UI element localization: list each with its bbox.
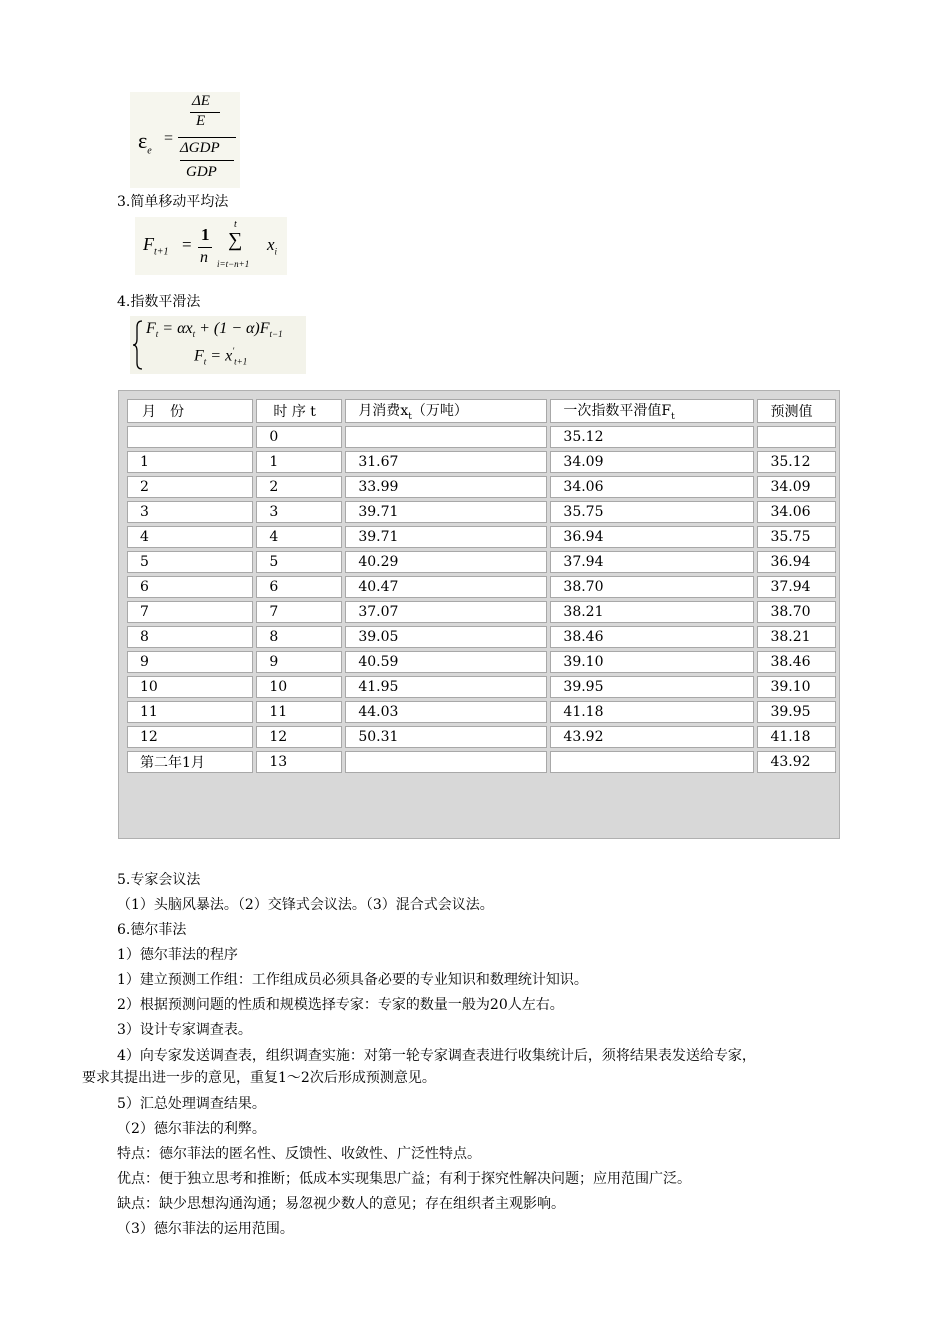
table-row [127, 501, 836, 523]
table-cell: 35.75 [550, 501, 754, 523]
header-month: 月 份 [127, 399, 253, 423]
table-cell: 11 [127, 701, 253, 723]
paragraph-line: 5）汇总处理调查结果。 [117, 1096, 266, 1112]
table-cell: 34.09 [757, 476, 836, 498]
table-cell: 39.95 [550, 676, 754, 698]
table-cell: 34.06 [757, 501, 836, 523]
elasticity-formula [130, 92, 240, 188]
paragraph-line: 4）向专家发送调查表，组织调查实施：对第一轮专家调查表进行收集统计后，须将结果表发送给专家， [117, 1048, 756, 1064]
paragraph-line: 特点：德尔菲法的匿名性、反馈性、收敛性、广泛性特点。 [117, 1146, 481, 1162]
formula1-inner-rule-bottom [180, 160, 234, 161]
formula2-sum: ∑ [228, 229, 243, 251]
table-cell: 40.47 [345, 576, 547, 598]
table-cell: 2 [127, 476, 253, 498]
paragraph-line: 1）德尔菲法的程序 [117, 947, 238, 963]
table-cell: 41.95 [345, 676, 547, 698]
table-cell: 39.71 [345, 501, 547, 523]
table-cell: 38.21 [550, 601, 754, 623]
table-cell: 37.94 [757, 576, 836, 598]
table-cell: 12 [127, 726, 253, 748]
section3-title: 3.简单移动平均法 [117, 194, 229, 210]
table-cell: 38.70 [550, 576, 754, 598]
paragraph-line: （2）德尔菲法的利弊。 [117, 1121, 266, 1137]
section4-title: 4.指数平滑法 [117, 294, 201, 310]
table-cell: 38.46 [550, 626, 754, 648]
formula3-line1: $F_t = \alpha x_t + (1 - \alpha)F_{t-1}$ [146, 320, 283, 340]
table-cell: 11 [256, 701, 342, 723]
table-cell: 41.18 [550, 701, 754, 723]
formula3-line2: $F_t = x'_{t+1}$ [194, 346, 248, 367]
formula2-eq: = [182, 235, 192, 254]
paragraph-line: 1）建立预测工作组：工作组成员必须具备必要的专业知识和数理统计知识。 [117, 972, 588, 988]
table-cell: 39.71 [345, 526, 547, 548]
table-cell: 43.92 [550, 726, 754, 748]
table-cell: 34.09 [550, 451, 754, 473]
table-cell: 36.94 [550, 526, 754, 548]
table-cell: 12 [256, 726, 342, 748]
table-cell: 6 [127, 576, 253, 598]
header-forecast: 预测值 [757, 399, 836, 423]
table-cell: 39.10 [757, 676, 836, 698]
paragraph-line: 5.专家会议法 [117, 872, 201, 888]
formula2-x: $x_i$ [267, 235, 278, 257]
paragraph-line: 6.德尔菲法 [117, 922, 187, 938]
table-cell: 35.75 [757, 526, 836, 548]
header-monthly-consumption: 月消费$x_t$（万吨） [345, 399, 547, 423]
paragraph-line: 3）设计专家调查表。 [117, 1022, 252, 1038]
header-smoothing-value: 一次指数平滑值$F_t$ [550, 399, 754, 423]
paragraph-line: 优点：便于独立思考和推断；低成本实现集思广益；有利于探究性解决问题；应用范围广泛。 [117, 1171, 691, 1187]
paragraph-line: （3）德尔菲法的运用范围。 [117, 1221, 294, 1237]
table-cell: 3 [256, 501, 342, 523]
table-cell: 4 [127, 526, 253, 548]
paragraph-line: 要求其提出进一步的意见，重复1～2次后形成预测意见。 [82, 1070, 436, 1086]
table-row [127, 726, 836, 748]
header-time-order: 时 序 t [256, 399, 342, 423]
paragraph-line: 缺点：缺少思想沟通沟通；易忽视少数人的意见；存在组织者主观影响。 [117, 1196, 565, 1212]
table-cell [345, 751, 547, 773]
formula2-lhs: $F_{t+1}$ [143, 234, 169, 258]
formula1-eq: = [164, 130, 174, 147]
table-cell: 1 [256, 451, 342, 473]
table-cell: 39.95 [757, 701, 836, 723]
table-row [127, 676, 836, 698]
smoothing-table [118, 390, 840, 839]
table-cell: 8 [256, 626, 342, 648]
paragraph-line: （1）头脑风暴法。（2）交锋式会议法。（3）混合式会议法。 [117, 897, 494, 913]
table-cell: 40.29 [345, 551, 547, 573]
formula1-den-top: ΔGDP [180, 140, 220, 156]
table-cell: 35.12 [550, 426, 754, 448]
table-cell: 36.94 [757, 551, 836, 573]
table-cell: 0 [256, 426, 342, 448]
table-cell: 7 [256, 601, 342, 623]
table-cell: 第二年1月 [127, 751, 253, 773]
table-cell: 2 [256, 476, 342, 498]
table-header-row [127, 399, 836, 423]
table-row [127, 601, 836, 623]
table-cell: 8 [127, 626, 253, 648]
table-cell: 5 [127, 551, 253, 573]
table-cell: 10 [256, 676, 342, 698]
formula2-one: 1 [201, 225, 210, 244]
smoothing-table-grid [124, 396, 839, 776]
table-row [127, 426, 836, 448]
table-cell [127, 426, 253, 448]
table-cell [550, 751, 754, 773]
table-cell: 13 [256, 751, 342, 773]
table-cell: 9 [256, 651, 342, 673]
formula2-n: n [200, 249, 208, 266]
formula1-num-bottom: E [196, 113, 206, 129]
table-cell: 9 [127, 651, 253, 673]
table-cell: 38.46 [757, 651, 836, 673]
table-cell: 38.70 [757, 601, 836, 623]
formula1-lhs: $\varepsilon_e$ [138, 128, 152, 157]
exponential-smoothing-formula [130, 316, 306, 374]
paragraph-line: 2）根据预测问题的性质和规模选择专家：专家的数量一般为20人左右。 [117, 997, 564, 1013]
formula2-sum-bottom: i=t−n+1 [217, 259, 250, 269]
formula1-main-rule [178, 137, 236, 138]
table-cell: 10 [127, 676, 253, 698]
table-row [127, 701, 836, 723]
table-cell: 40.59 [345, 651, 547, 673]
table-cell: 41.18 [757, 726, 836, 748]
table-cell: 38.21 [757, 626, 836, 648]
formula2-frac-rule [198, 247, 212, 248]
table-cell: 4 [256, 526, 342, 548]
table-row [127, 576, 836, 598]
table-cell: 6 [256, 576, 342, 598]
formula2-sum-top: t [234, 219, 237, 230]
table-row [127, 626, 836, 648]
formula1-num-top: ΔE [192, 93, 210, 109]
table-cell: 33.99 [345, 476, 547, 498]
table-cell: 43.92 [757, 751, 836, 773]
table-cell: 7 [127, 601, 253, 623]
table-cell: 39.05 [345, 626, 547, 648]
table-cell: 39.10 [550, 651, 754, 673]
table-cell: 50.31 [345, 726, 547, 748]
table-cell: 34.06 [550, 476, 754, 498]
table-cell [757, 426, 836, 448]
table-row [127, 751, 836, 773]
table-row [127, 551, 836, 573]
moving-average-formula [135, 217, 287, 275]
table-cell: 5 [256, 551, 342, 573]
table-cell: 1 [127, 451, 253, 473]
table-cell: 31.67 [345, 451, 547, 473]
table-cell: 3 [127, 501, 253, 523]
table-row [127, 451, 836, 473]
table-cell: 37.94 [550, 551, 754, 573]
table-cell: 37.07 [345, 601, 547, 623]
table-cell: 44.03 [345, 701, 547, 723]
table-cell: 35.12 [757, 451, 836, 473]
table-row [127, 651, 836, 673]
table-cell [345, 426, 547, 448]
table-row [127, 526, 836, 548]
left-brace-icon [132, 319, 144, 371]
table-row [127, 476, 836, 498]
formula1-den-bottom: GDP [186, 164, 217, 180]
